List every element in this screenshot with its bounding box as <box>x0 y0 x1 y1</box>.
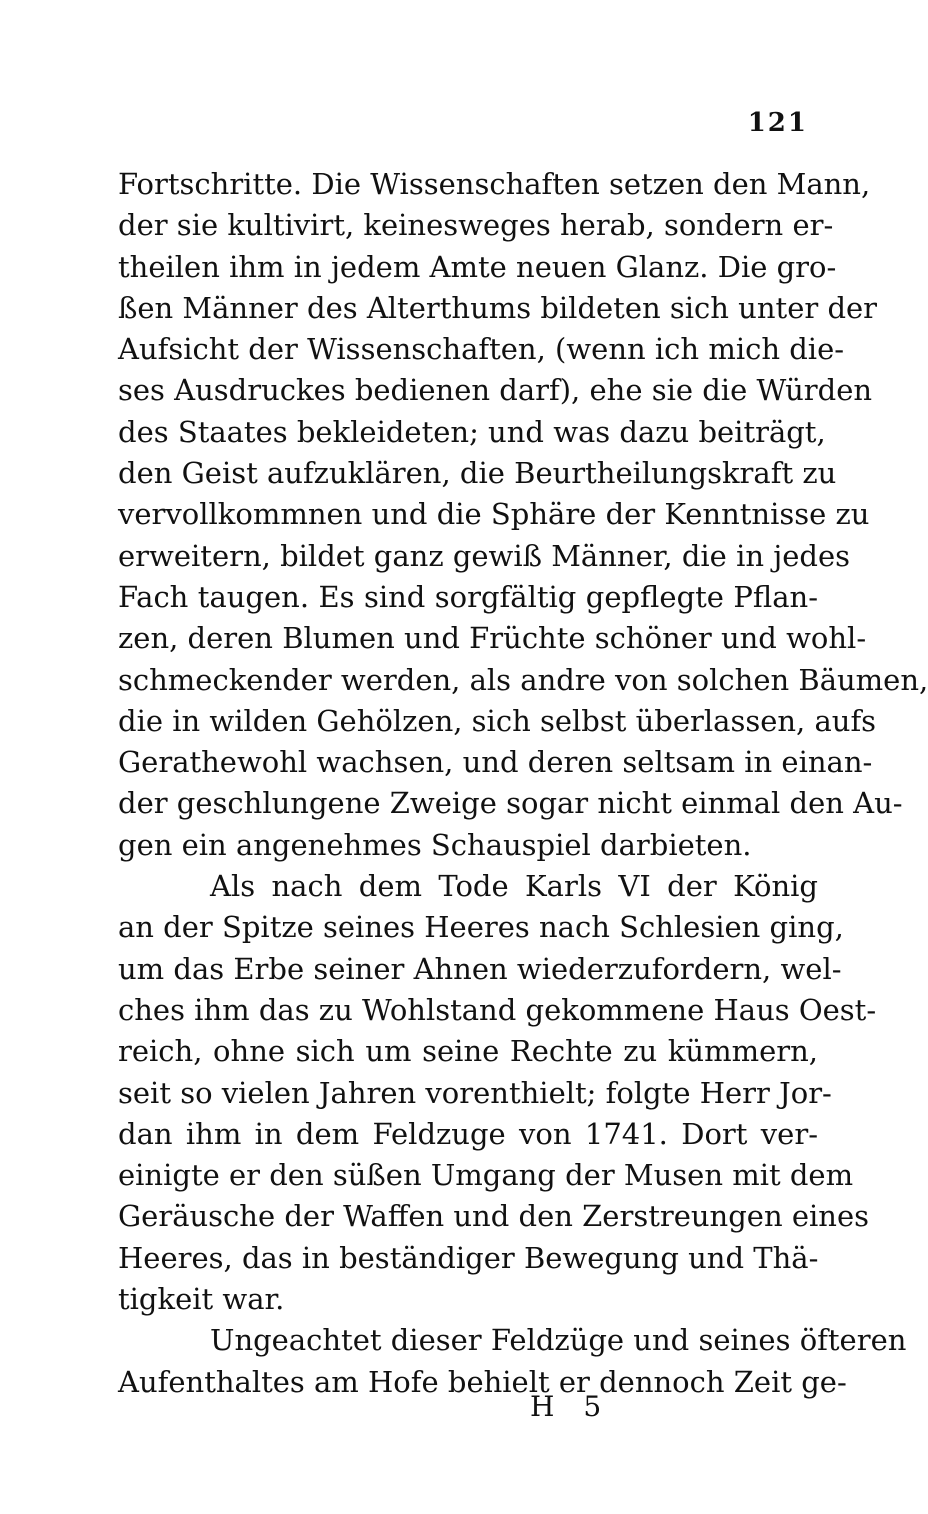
text-line: der geschlungene Zweige sogar nicht einmal den Au- <box>118 786 903 821</box>
paragraph-start-line: Als nach dem Tode Karls VI der König <box>210 869 818 904</box>
text-line: an der Spitze seines Heeres nach Schlesien ging, <box>118 910 844 945</box>
text-line: Aufsicht der Wissenschaften, (wenn ich mich die- <box>118 332 845 367</box>
text-line: seit so vielen Jahren vorenthielt; folgte Herr Jor- <box>118 1075 832 1110</box>
text-line: theilen ihm in jedem Amte neuen Glanz. Die gro- <box>118 249 837 284</box>
text-line: Aufenthaltes am Hofe behielt er dennoch Zeit ge- <box>118 1364 847 1399</box>
text-line: den Geist aufzuklären, die Beurtheilungskraft zu <box>118 456 837 491</box>
paragraph-end-line: gen ein angenehmes Schauspiel darbieten. <box>118 827 752 862</box>
paragraph-end-line: tigkeit war. <box>118 1282 285 1317</box>
text-line: Geräusche der Waffen und den Zerstreungen eines <box>118 1199 870 1234</box>
text-line: reich, ohne sich um seine Rechte zu kümmern, <box>118 1034 818 1069</box>
text-line: der sie kultivirt, keinesweges herab, sondern er- <box>118 208 834 243</box>
text-line: dan ihm in dem Feldzuge von 1741. Dort ver- <box>118 1116 818 1151</box>
text-line: Fortschritte. Die Wissenschaften setzen den Mann, <box>118 167 871 201</box>
paragraph-start-line: Ungeachtet dieser Feldzüge und seines öfteren <box>210 1323 907 1358</box>
text-line: ßen Männer des Alterthums bildeten sich unter der <box>118 290 878 325</box>
page-number: 121 <box>747 108 808 138</box>
text-line: des Staates bekleideten; und was dazu beiträgt, <box>118 414 826 449</box>
text-line: um das Erbe seiner Ahnen wiederzufordern, wel- <box>118 951 842 986</box>
printer-signature: H 5 <box>530 1390 612 1423</box>
text-line: Fach taugen. Es sind sorgfältig gepflegte Pflan- <box>118 579 818 614</box>
text-line: erweitern, bildet ganz gewiß Männer, die in jedes <box>118 538 850 573</box>
text-line: ches ihm das zu Wohlstand gekommene Haus Oest- <box>118 992 877 1027</box>
text-line: vervollkommnen und die Sphäre der Kenntnisse zu <box>118 497 870 532</box>
text-line: Gerathewohl wachsen, und deren seltsam in einan- <box>118 745 873 780</box>
text-line: zen, deren Blumen und Früchte schöner und wohl- <box>118 621 867 656</box>
text-line: Heeres, das in beständiger Bewegung und Thä- <box>118 1240 819 1275</box>
text-line: ses Ausdruckes bedienen darf), ehe sie die Würden <box>118 373 873 408</box>
text-line: die in wilden Gehölzen, sich selbst überlassen, aufs <box>118 703 877 738</box>
text-line: einigte er den süßen Umgang der Musen mit dem <box>118 1158 854 1193</box>
text-line: schmeckender werden, als andre von solchen Bäumen, <box>118 662 928 697</box>
body-text <box>118 164 928 1403</box>
